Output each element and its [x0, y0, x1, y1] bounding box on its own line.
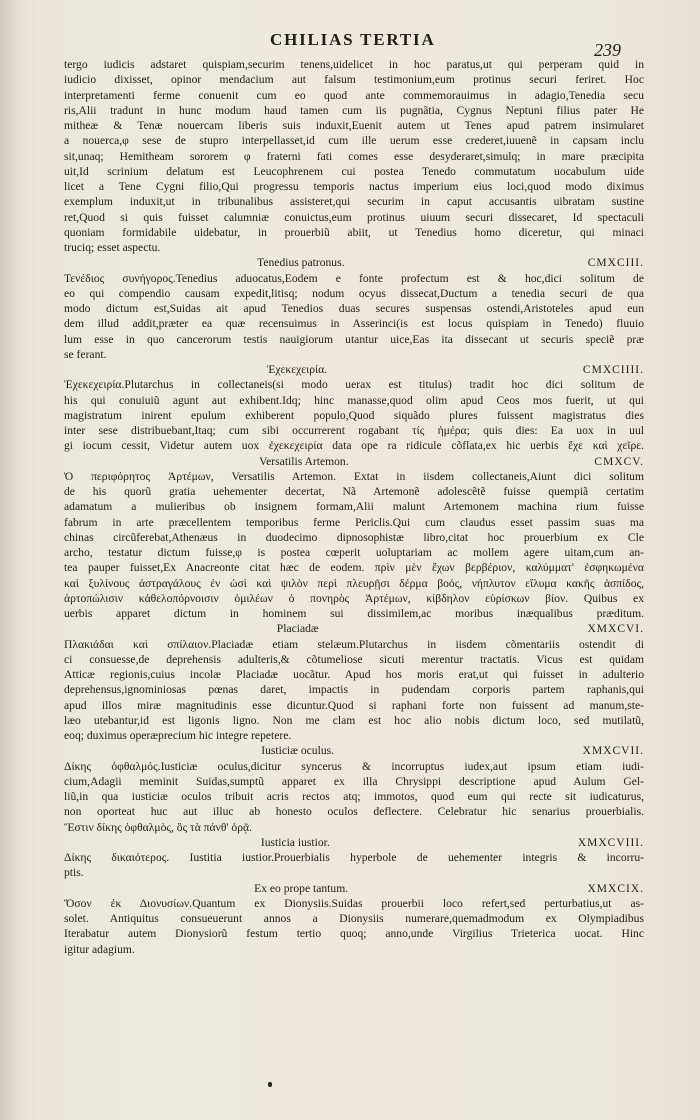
text-line: lum esse in quo cancerorum testis nauigiorum utantur uice,Eas ita dissecant ut securis speciẽ præ: [64, 332, 644, 346]
printer-dot-mark: [268, 1082, 272, 1087]
text-line: Τενέδιος συνήγορος.Tenedius aduocatus,Eodem e fonte profectum est & hoc,dici solitum de: [64, 271, 644, 285]
adage-title: Tenedius patronus.: [257, 256, 345, 270]
text-line: archo, testatur dictum fuisse,φ is postea cœperit uoluptariam ac mollem agere uitam,cum an-: [64, 546, 644, 559]
text-line: eoq; duximus operæprecium hic integre repetere.: [64, 729, 292, 742]
text-line: adamatum a mulieribus ob insignem formam,Alii malunt Artemonem machina rium fuisse: [64, 500, 644, 514]
text-line: Iterabatur autem Dionysiorũ festum tertio quoq; anno,unde Virgilius Trieterica uocat. Hinc: [64, 927, 644, 941]
text-line: eo qui compendio causam expedit,litisq; nodum ocyus dissecat,Ductum a tenedia securi de qua: [64, 286, 644, 300]
text-line: Δίκης ὀφθαλμός.Iusticiæ oculus,dicitur syncerus & incorruptus iudex,aut ipsum etiam iudi-: [64, 759, 644, 773]
text-line: licet a Tene Cygni filio,Qui progressu temporis nactus imperium eius loci,quod modo diximus: [64, 180, 644, 193]
text-line: igitur adagium.: [64, 942, 135, 956]
text-line: sit,unaq; Hemitheam sororem φ fraterni fati comes esse desyderaret,simulq; in mare præcipita: [64, 149, 644, 163]
adage-title: Iusticiæ oculus.: [261, 744, 335, 758]
gutter-shadow: [0, 0, 18, 1120]
adage-title: Ἐχεκεχειρία.: [266, 363, 328, 376]
text-line: læo utebantur,id est ligonis ligno. Non me clam est hoc alio nobis dictum loco, sed mutilatũ,: [64, 713, 644, 727]
text-line: Ὅσον ἐκ Διονυσίων.Quantum ex Dionysiis.Suidas prouerbii loco refert,sed perturbatius,ut as-: [64, 896, 644, 910]
adage-number: XMXCVI.: [587, 623, 644, 636]
folio-number: 239: [594, 40, 621, 60]
text-line: dem illud addit,præter ea quæ recensuimus in Asserinci(is est locus quispiam in Tenedo) fluuio: [64, 317, 644, 331]
text-line: modo dictum est,Suidas ait apud Tenedios duas secures suspensas ostendi,Aristoteles apud eun: [64, 302, 644, 315]
text-line: uerbis apparet dictum in hominem sui dissimilem,ac moribus inæqualibus præditum.: [64, 607, 644, 620]
text-line: Δίκης δικαιότερος. Iustitia iustior.Prouerbialis hyperbole de uehementer integris & incorru-: [64, 851, 644, 864]
text-line: Ὁ περιφόρητος Ἀρτέμων, Versatilis Artemon. Extat in iisdem collectaneis,Aiunt dici solitum: [64, 469, 644, 483]
adage-heading: [64, 454, 644, 469]
text-line: ris,Alii tradunt in hunc modum haud tamen cum iis pugnãtia, Cygnus Neptuni filius pater He: [64, 103, 644, 117]
adage-title: Placiadæ: [276, 622, 319, 636]
adage-heading: [64, 881, 644, 896]
text-line: apud illos miræ magnitudinis esse dicuntur.Quod si raphani forte non fuissent ad manum,ste-: [64, 698, 644, 712]
text-line: a nouerca,φ sese de stupro interpellasset,id cum ille uerum esse crederet,iuuenẽ in capsam inclu: [64, 134, 644, 148]
adage-title: Iusticia iustior.: [260, 835, 330, 849]
adage-number: CMXCIIII.: [582, 364, 644, 376]
text-line: ci consuesse,de deprehensis adulteris,& cõtumeliose sicuti merentur tractatis. Vicus est quidam: [64, 652, 644, 666]
adage-title: Versatilis Artemon.: [259, 454, 349, 468]
adage-heading: [64, 743, 644, 758]
text-line: inter sese distribuebant,Itaq; cum sibi occurrerent rogabant τίς ἡμέρα; quis dies: Ea uox in uul: [64, 424, 644, 437]
text-line: non oporteat huc aut illuc ab honesto oculos deflectere. Celebratur hic senarius prouerbialis.: [64, 805, 644, 819]
text-line: se ferant.: [64, 347, 107, 361]
adage-number: XMXCVIII.: [577, 836, 644, 849]
text-line: quoniam formidabile uidebatur, in prouerbiũ abiit, ut Tenedius homo diceretur, qui minaci: [64, 225, 644, 239]
text-line: solet. Antiquitus consueuerunt annos a Dionysiis numerare,quemadmodum ex Olympiadibus: [64, 912, 644, 925]
text-line: tergo iudicis adstaret quispiam,securim tenens,uidelicet in hoc paratus,ut qui perperam quid in: [64, 58, 644, 71]
adage-heading: [64, 835, 644, 850]
text-line: cium,Adagii meminit Suidas,sumptũ apparet ex illa Chrysippi descriptione apud Aulum Gel-: [64, 774, 644, 788]
adage-number: XMXCIX.: [587, 882, 644, 895]
text-line: Atticæ regionis,cuius incolæ Placiadæ uocãtur. Apud hos moris erat,ut qui fuisset in adulterio: [64, 668, 644, 681]
text-line: magistratum inirent epulum exhiberent populo,Quod siquãdo plures fuissent magistratus dies: [64, 408, 644, 422]
text-line: mitheæ & Tenæ nouercam liberis suis induxit,Euenit autem ut Tenes apud patrem insimularet: [64, 119, 644, 132]
text-line: his qui conuiuiũ agunt aut exhibent.Idq; hinc manasse,quod olim apud Ceos mos fuerit, ut qui: [64, 393, 644, 407]
text-line: Ἔστιν δίκης ὀφθαλμὸς, ὃς τὰ πάνθ' ὁρᾷ.: [64, 820, 252, 834]
adage-heading: [64, 255, 644, 270]
adage-number: CMXCV.: [594, 455, 644, 468]
text-line: de his quorũ gratia uehementer decertat, Nã Artemonẽ adolescẽtẽ fuisse quempiã certatim: [64, 485, 644, 498]
text-line: ptis.: [64, 866, 84, 880]
text-line: deprehensus,ignominiosas pœnas daret, impactis in pudendam corporis partem raphanis,qui: [64, 683, 644, 697]
text-line: chinas circũferebat,Athenæus in duodecimo dipnosophistæ libro,citat hoc prouerbium ex Cle: [64, 530, 644, 544]
text-line: ret,Quod si quis fuisset calumniæ conuictus,eum protinus uiuum securi dissecaret, Id spectaculi: [64, 210, 644, 224]
text-line: iudicio dixisset, opinor mendacium aut falsum testimonium,eum protinus securi feriret. Hoc: [64, 73, 644, 87]
text-line: uit,Id scrinium delatum est Leucophrenem cui postea Tenedo commutatum uocabulum uide: [64, 164, 644, 178]
text-line: liũ,in qua iusticiæ oculos tribuit acris rectos atq; immotos, quod eum qui recte sit iudicaturus,: [64, 790, 644, 803]
adage-title: Ex eo prope tantum.: [254, 881, 349, 895]
text-line: tea pauper fuisset,Ex Anacreonte citat hæc de eodem. πρὶν μὲν ἔχων βερβέριον, καλύμματ' ἐσφηκωμένα: [64, 561, 644, 575]
text-line: interpretamenti ferme conuenit cum eo quod ante commemorauimus in adagio,Tenedia secu: [64, 88, 644, 102]
adage-heading: [64, 362, 644, 377]
text-line: ἀρτοπώλισιν κἀθελοπόρνοισιν ὁμιλέων ὁ πονηρὸς Ἀρτέμων, κίβδηλον εὑρίσκων βίον. Quibus ex: [64, 591, 644, 605]
adage-heading: [64, 621, 644, 636]
text-line: exemplum induxit,ut in tribunalibus assisteret,qui securim in caput accusantis uibratam sustine: [64, 195, 644, 209]
running-head: CHILIAS TERTIA: [270, 30, 436, 49]
adage-number: CMXCIII.: [587, 257, 644, 270]
adage-number: XMXCVII.: [582, 745, 644, 758]
text-line: καὶ ξυλίνους ἀστραγάλους ἐν ὠσὶ καὶ ψιλὸν περὶ πλευρῇσι δέρμα βοός, νήπλυτον εἴλυμα κακῆς ἀσπίδος,: [64, 576, 644, 590]
text-line: truciq; esset aspectu.: [64, 241, 161, 254]
text-line: Πλακιάδαι καὶ σπίλαιον.Placiadæ etiam stelæum.Plutarchus in iisdem cõmentariis ostendit di: [64, 637, 644, 651]
text-line: gi iocum cessit, Videtur autem uox ἐχεκεχειρία data ope ra ridicule cõflata,ex hic uerbis ἔχε καὶ χεῖρε.: [64, 439, 644, 453]
text-line: Ἐχεκεχειρία.Plutarchus in collectaneis(si modo uerax est titulus) tradit hoc dici solitum de: [64, 378, 644, 392]
body-text: [64, 57, 644, 957]
text-line: fabrum in arte præcellentem temporibus ferme Periclis.Qui cum claudus esset passim suas ma: [64, 515, 644, 529]
